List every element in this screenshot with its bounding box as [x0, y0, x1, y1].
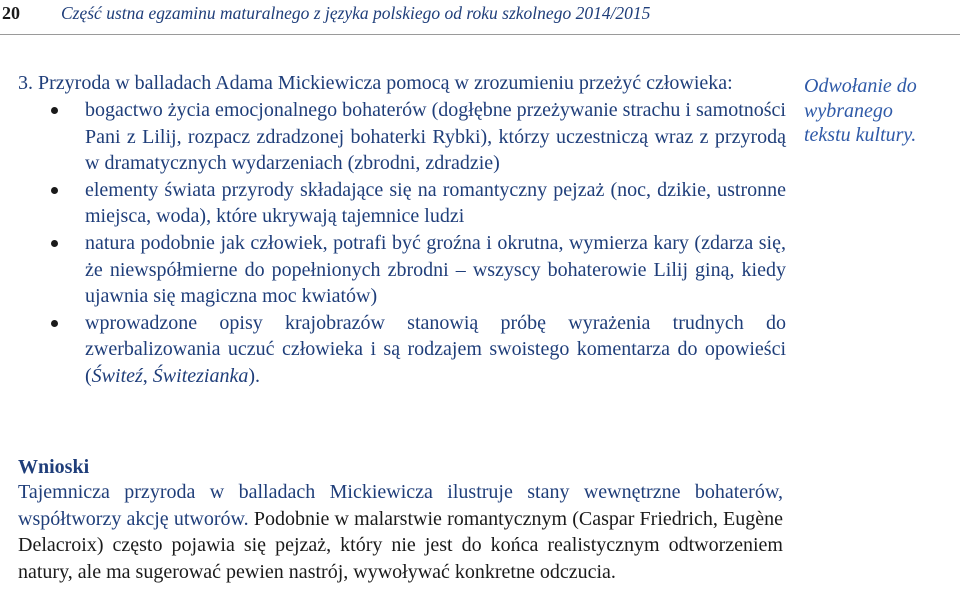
list-item-text: elementy świata przyrody składające się na romantyczny pejzaż (noc, dzikie, ustronne miejsca, woda), które ukrywają tajemnice ludzi [85, 178, 786, 228]
title-switezianka: Świtezianka [152, 364, 249, 387]
list-item [18, 177, 786, 230]
list-item-text-start: wprowadzone opisy krajobrazów stanowią próbę wyrażenia trudnych do zwerbalizowania uczuć człowieka i są rodzajem swoistego komentarza do opowieści ( [85, 311, 786, 387]
main-content [18, 70, 786, 583]
bullet-dot-icon [51, 240, 58, 247]
point-title: 3. Przyroda w balladach Adama Mickiewicza pomocą w zrozumieniu przeżyć człowieka: [18, 72, 733, 94]
conclusions-heading: Wnioski [18, 456, 90, 478]
bullet-dot-icon [51, 320, 58, 327]
conclusions-paragraph [18, 479, 783, 585]
list-item-text [85, 312, 786, 387]
list-item [18, 310, 786, 390]
margin-note-line: wybranego [804, 99, 893, 122]
list-item-text: bogactwo życia emocjonalnego bohaterów (dogłębne przeżywanie strachu i samotności Pani z Lilij, rozpacz zdradzonej bohaterki Rybki), którzy uczestniczą wraz z przyrodą w dramatycznych wydarzeniach (zbrodni, zdradzie) [85, 99, 786, 175]
margin-note [804, 74, 954, 148]
bullet-dot-icon [51, 187, 58, 194]
margin-note-line: Odwołanie do [804, 75, 917, 97]
page-number: 20 [2, 3, 20, 23]
page-header [0, 0, 960, 35]
margin-note-line: tekstu kultury. [804, 124, 917, 146]
list-item-text-sep: , [142, 364, 153, 387]
running-title: Część ustna egzaminu maturalnego z języka polskiego od roku szkolnego 2014/2015 [61, 3, 651, 23]
bullet-dot-icon [51, 107, 58, 114]
list-item-text-end: ). [248, 364, 261, 387]
list-item-text: natura podobnie jak człowiek, potrafi być groźna i okrutna, wymierza kary (zdarza się, że niewspółmierne do popełnionych zbrodni – wszyscy bohaterowie Lilij giną, kiedy ujawnia się magiczna moc kwiatów) [85, 231, 786, 308]
title-switez: Świteź [91, 364, 143, 387]
bullet-list [18, 97, 786, 390]
list-item [18, 230, 786, 310]
conclusions-sentence-1: Tajemnicza przyroda w balladach Mickiewicza ilustruje stany wewnętrzne bohaterów, współtworzy akcję utworów. [18, 481, 783, 530]
conclusions-sentence-2: Podobnie w malarstwie romantycznym (Caspar Friedrich, Eugène Delacroix) często pojawia się pejzaż, który nie jest do końca realistycznym odtworzeniem natury, ale ma sugerować pewien nastrój, wywoływać konkretne odczucia. [18, 507, 784, 583]
list-item [18, 97, 786, 177]
